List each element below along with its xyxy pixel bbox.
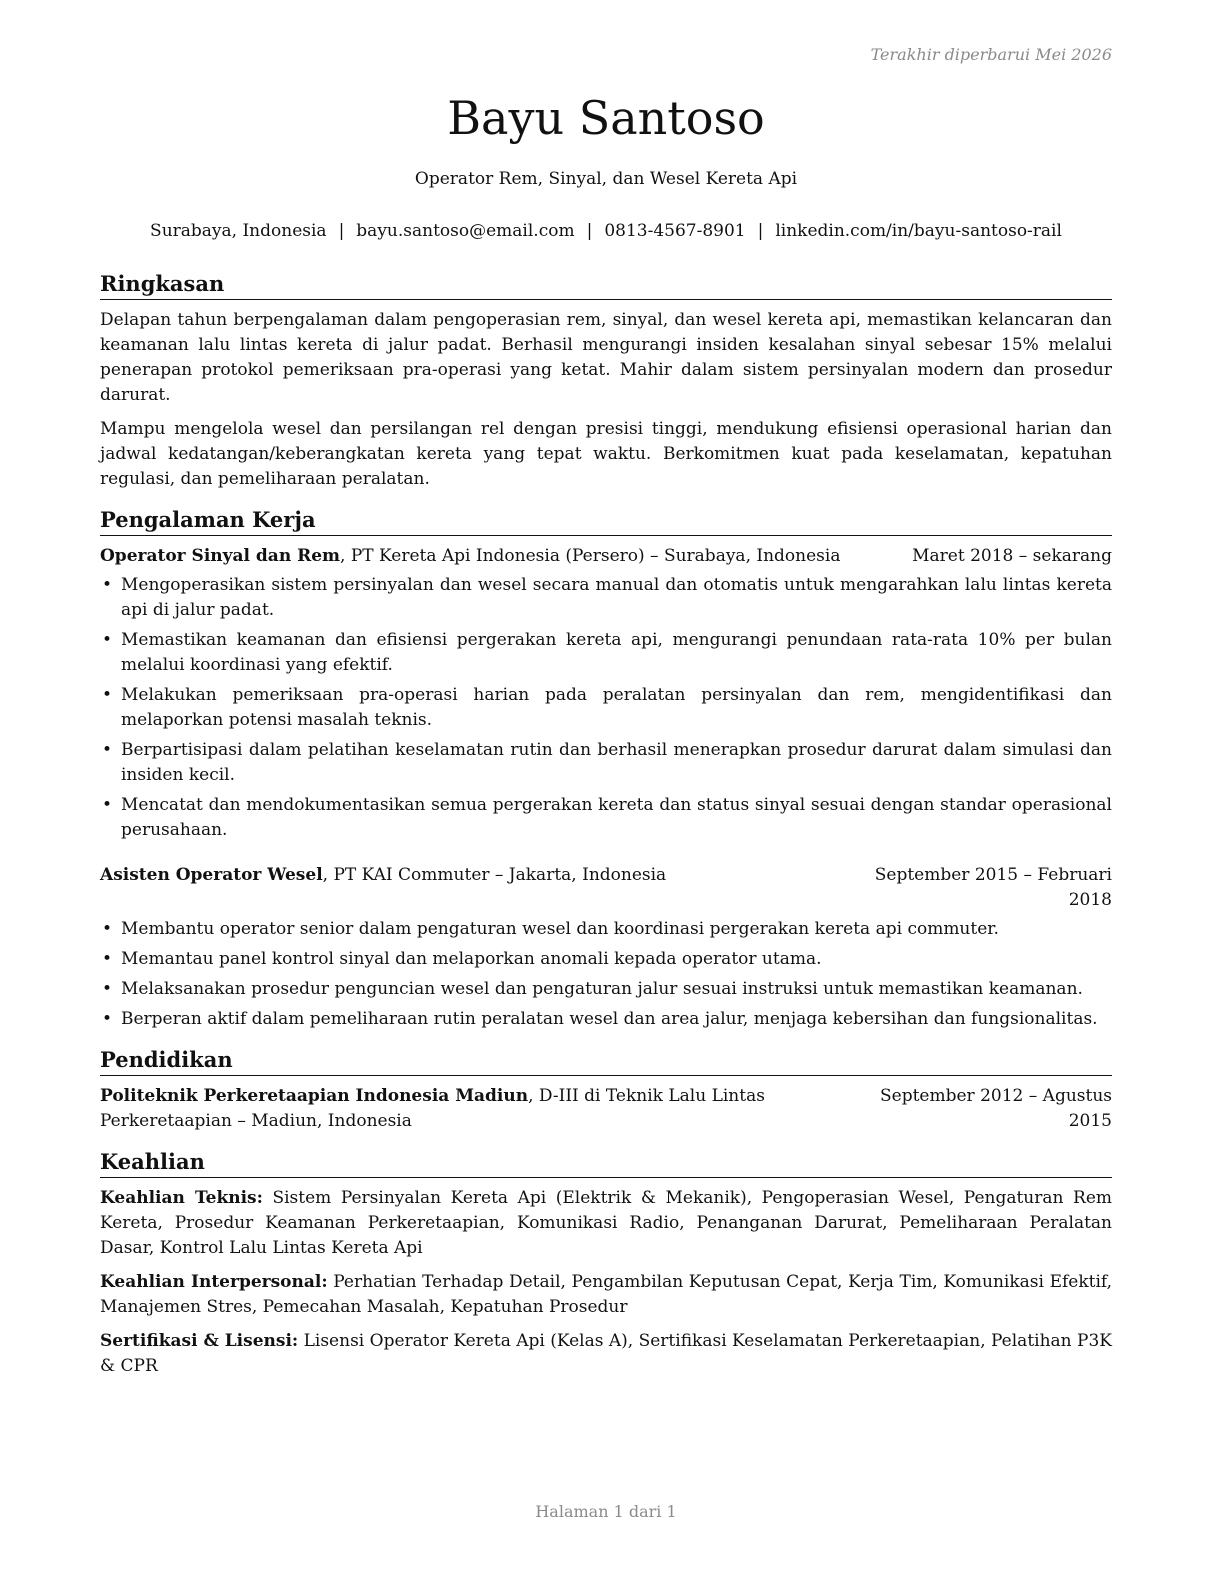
list-item: • Melakukan pemeriksaan pra-operasi harian pada peralatan persinyalan dan rem, mengidentifikasi dan melaporkan potensi masalah teknis. — [100, 683, 1112, 733]
experience-section — [100, 506, 1112, 1032]
contact-separator: | — [338, 221, 345, 241]
section-title-education: Pendidikan — [100, 1046, 1112, 1076]
education-school: Politeknik Perkeretaapian Indonesia Madiun — [100, 1086, 529, 1106]
list-item: • Mencatat dan mendokumentasikan semua pergerakan kereta dan status sinyal sesuai dengan standar operasional perusahaan. — [100, 793, 1112, 843]
candidate-name: Bayu Santoso — [447, 91, 765, 145]
job-title: Operator Rem, Sinyal, dan Wesel Kereta Api — [414, 169, 798, 189]
section-title-experience: Pengalaman Kerja — [100, 506, 1112, 536]
job-entry — [100, 863, 1112, 1032]
education-section — [100, 1046, 1112, 1134]
contact-separator: | — [586, 221, 593, 241]
job-organization: , PT KAI Commuter – Jakarta, Indonesia — [322, 865, 667, 885]
job-header — [100, 544, 1112, 569]
skill-label: Sertifikasi & Lisensi: — [100, 1331, 299, 1351]
skill-group-technical — [100, 1186, 1112, 1261]
contact-email[interactable]: bayu.santoso@email.com — [356, 221, 575, 241]
page-number: Halaman 1 dari 1 — [535, 1502, 677, 1521]
last-updated: Terakhir diperbarui Mei 2026 — [870, 45, 1112, 64]
summary-paragraph: Delapan tahun berpengalaman dalam pengoperasian rem, sinyal, dan wesel kereta api, memastikan kelancaran dan keamanan lalu lintas kereta di jalur padat. Berhasil mengurangi insiden kesalahan sinyal sebesar 15% melalui penerapan protokol pemeriksaan pra-operasi yang ketat. Mahir dalam sistem persinyalan modern dan prosedur darurat. — [100, 310, 1112, 405]
job-dates: Maret 2018 – sekarang — [912, 546, 1112, 566]
list-item: • Berpartisipasi dalam pelatihan keselamatan rutin dan berhasil menerapkan prosedur darurat dalam simulasi dan insiden kecil. — [100, 738, 1112, 788]
summary-section — [100, 270, 1112, 492]
section-title-summary: Ringkasan — [100, 270, 1112, 300]
education-detail: , D-III di Teknik Lalu Lintas Perkeretaapian – Madiun, Indonesia — [100, 1086, 765, 1131]
education-entry — [100, 1084, 1112, 1134]
skill-group-interpersonal — [100, 1270, 1112, 1320]
skill-text: Lisensi Operator Kereta Api (Kelas A), Sertifikasi Keselamatan Perkeretaapian, Pelatihan P3K & CPR — [100, 1331, 1112, 1376]
list-item: • Melaksanakan prosedur penguncian wesel dan pengaturan jalur sesuai instruksi untuk memastikan keamanan. — [100, 977, 1112, 1002]
resume-content — [100, 270, 1112, 1393]
skill-label: Keahlian Interpersonal: — [100, 1272, 328, 1292]
list-item: • Membantu operator senior dalam pengaturan wesel dan koordinasi pergerakan kereta api commuter. — [100, 917, 1112, 942]
skill-label: Keahlian Teknis: — [100, 1188, 263, 1208]
list-item: • Memantau panel kontrol sinyal dan melaporkan anomali kepada operator utama. — [100, 947, 1112, 972]
skill-text: Sistem Persinyalan Kereta Api (Elektrik & Mekanik), Pengoperasian Wesel, Pengaturan Rem Kereta, Prosedur Keamanan Perkeretaapian, Komunikasi Radio, Penanganan Darurat, Pemeliharaan Peralatan Dasar, Kontrol Lalu Lintas Kereta Api — [100, 1188, 1112, 1258]
summary-paragraph: Mampu mengelola wesel dan persilangan rel dengan presisi tinggi, mendukung efisiensi operasional harian dan jadwal kedatangan/keberangkatan kereta yang tepat waktu. Berkomitmen kuat pada keselamatan, kepatuhan regulasi, dan pemeliharaan peralatan. — [100, 419, 1112, 489]
job-organization: , PT Kereta Api Indonesia (Persero) – Surabaya, Indonesia — [340, 546, 841, 566]
contact-line — [100, 219, 1112, 243]
job-header — [100, 863, 1112, 913]
list-item: • Memastikan keamanan dan efisiensi pergerakan kereta api, mengurangi penundaan rata-rata 10% per bulan melalui koordinasi yang efektif. — [100, 628, 1112, 678]
job-entry — [100, 544, 1112, 843]
job-role: Operator Sinyal dan Rem — [100, 546, 341, 566]
section-title-skills: Keahlian — [100, 1148, 1112, 1178]
skills-section — [100, 1148, 1112, 1379]
contact-phone: 0813-4567-8901 — [604, 221, 746, 241]
job-role: Asisten Operator Wesel — [100, 865, 323, 885]
job-bullets — [100, 917, 1112, 1032]
job-dates: September 2015 – Februari 2018 — [874, 865, 1112, 910]
list-item: • Berperan aktif dalam pemeliharaan rutin peralatan wesel dan area jalur, menjaga kebersihan dan fungsionalitas. — [100, 1007, 1112, 1032]
resume-page — [100, 0, 1112, 1584]
skill-text: Perhatian Terhadap Detail, Pengambilan Keputusan Cepat, Kerja Tim, Komunikasi Efektif, Manajemen Stres, Pemecahan Masalah, Kepatuhan Prosedur — [100, 1272, 1113, 1317]
job-bullets — [100, 573, 1112, 843]
education-dates: September 2012 – Agustus 2015 — [880, 1086, 1112, 1131]
contact-linkedin[interactable]: linkedin.com/in/bayu-santoso-rail — [775, 221, 1062, 241]
list-item: • Mengoperasikan sistem persinyalan dan wesel secara manual dan otomatis untuk mengarahkan lalu lintas kereta api di jalur padat. — [100, 573, 1112, 623]
contact-location: Surabaya, Indonesia — [150, 221, 327, 241]
skill-group-certification — [100, 1329, 1112, 1379]
contact-separator: | — [757, 221, 764, 241]
